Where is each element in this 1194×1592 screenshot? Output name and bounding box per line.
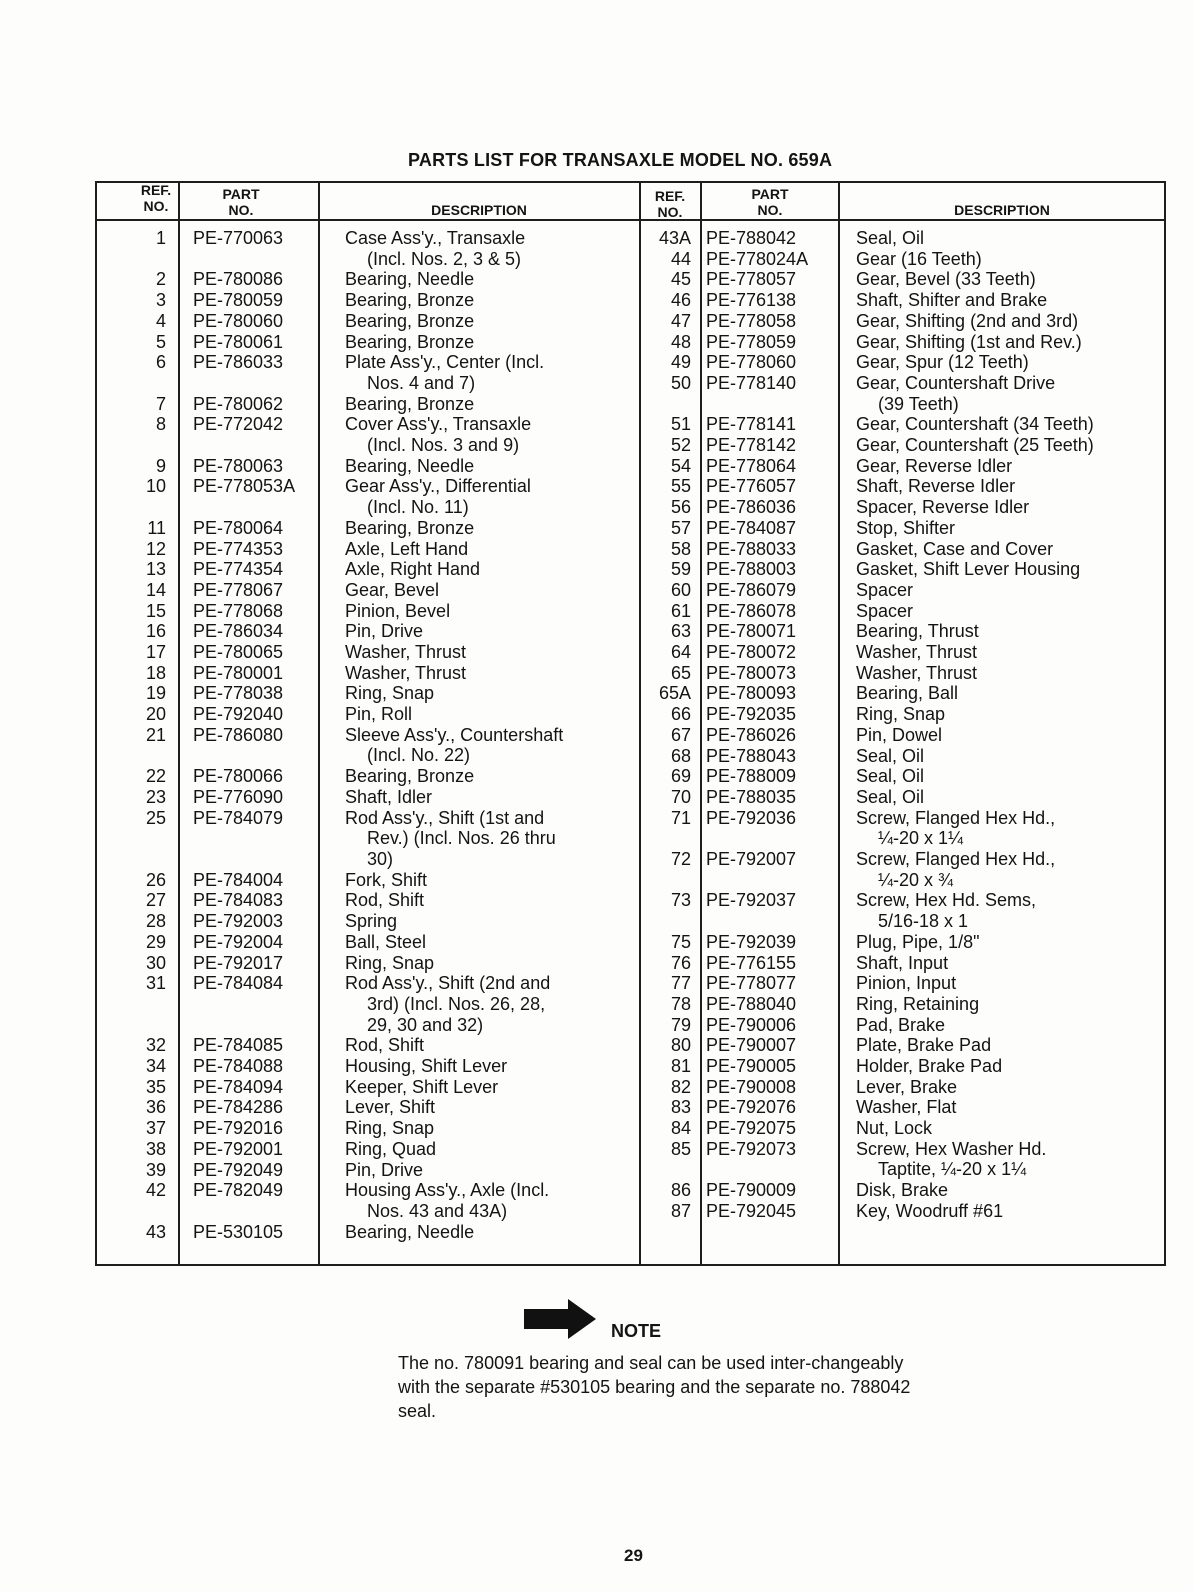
part-number: PE-780086 bbox=[193, 269, 284, 290]
description: Bearing, Bronze bbox=[345, 766, 475, 787]
ref-number: 80 bbox=[670, 1035, 691, 1056]
description: Plug, Pipe, 1/8" bbox=[856, 931, 980, 952]
description: Washer, Flat bbox=[856, 1097, 957, 1118]
part-number: PE-784079 bbox=[193, 807, 284, 828]
ref-number: 56 bbox=[670, 497, 691, 518]
ref-number: 61 bbox=[670, 600, 691, 621]
ref-number: 31 bbox=[145, 973, 166, 994]
header-ref-line1: REF. bbox=[654, 188, 686, 204]
header-part bbox=[196, 186, 286, 218]
part-number: PE-784085 bbox=[193, 1035, 284, 1056]
description-continuation: 5/16-18 x 1 bbox=[878, 911, 969, 932]
description-continuation: Rev.) (Incl. Nos. 26 thru bbox=[367, 828, 556, 849]
header-part-line1: PART bbox=[751, 186, 789, 202]
ref-number: 42 bbox=[145, 1180, 166, 1201]
part-number: PE-786034 bbox=[193, 621, 284, 642]
part-number: PE-788033 bbox=[706, 538, 797, 559]
part-number: PE-780071 bbox=[706, 621, 797, 642]
ref-number: 52 bbox=[670, 435, 691, 455]
part-number: PE-788043 bbox=[706, 745, 797, 766]
description: Ring, Snap bbox=[345, 683, 435, 704]
ref-number: 30 bbox=[145, 952, 166, 973]
description: Seal, Oil bbox=[856, 745, 925, 766]
ref-number: 44 bbox=[670, 248, 691, 269]
description: Cover Ass'y., Transaxle bbox=[345, 414, 532, 435]
description: Rod Ass'y., Shift (2nd and bbox=[345, 973, 551, 994]
header-description-right: DESCRIPTION bbox=[954, 202, 1050, 218]
ref-number: 12 bbox=[145, 538, 166, 559]
part-number: PE-778038 bbox=[193, 683, 284, 704]
part-number: PE-792040 bbox=[193, 704, 284, 725]
description: Gasket, Shift Lever Housing bbox=[856, 559, 1081, 580]
part-number: PE-776138 bbox=[706, 290, 797, 311]
description: Washer, Thrust bbox=[345, 642, 467, 662]
part-number: PE-778024A bbox=[706, 248, 809, 269]
ref-number: 17 bbox=[145, 642, 166, 662]
description: Ring, Snap bbox=[345, 952, 435, 973]
description: Washer, Thrust bbox=[856, 662, 978, 683]
description: Bearing, Thrust bbox=[856, 621, 979, 642]
description: Gear, Countershaft (25 Teeth) bbox=[856, 435, 1094, 455]
part-number: PE-776090 bbox=[193, 786, 284, 807]
part-number: PE-784084 bbox=[193, 973, 284, 994]
part-number: PE-778068 bbox=[193, 600, 284, 621]
part-number: PE-784286 bbox=[193, 1097, 284, 1118]
part-number: PE-778059 bbox=[706, 331, 797, 352]
description: Bearing, Needle bbox=[345, 1221, 475, 1242]
description: Bearing, Bronze bbox=[345, 517, 475, 538]
description: Rod, Shift bbox=[345, 890, 425, 911]
description-continuation: ¼-20 x ¾ bbox=[878, 869, 954, 890]
description: Disk, Brake bbox=[856, 1180, 949, 1201]
description-continuation: 29, 30 and 32) bbox=[367, 1014, 484, 1035]
header-ref-right bbox=[641, 188, 699, 220]
description-continuation: Nos. 43 and 43A) bbox=[367, 1200, 508, 1221]
part-number: PE-530105 bbox=[193, 1221, 284, 1242]
col-divider bbox=[700, 181, 702, 1266]
description: Bearing, Bronze bbox=[345, 331, 475, 352]
part-number: PE-776155 bbox=[706, 952, 797, 973]
ref-number: 32 bbox=[145, 1035, 166, 1056]
description: Pad, Brake bbox=[856, 1014, 946, 1035]
ref-number: 6 bbox=[155, 352, 166, 373]
description: Pin, Drive bbox=[345, 621, 424, 642]
part-number: PE-778077 bbox=[706, 973, 797, 994]
ref-number: 72 bbox=[670, 849, 691, 869]
part-number: PE-792076 bbox=[706, 1097, 797, 1118]
description: Shaft, Idler bbox=[345, 786, 433, 807]
ref-number: 1 bbox=[155, 228, 166, 248]
description: Stop, Shifter bbox=[856, 517, 956, 538]
description: Ring, Snap bbox=[856, 704, 946, 725]
ref-number: 54 bbox=[670, 455, 691, 476]
part-number: PE-780072 bbox=[706, 642, 797, 662]
arrow-right-icon bbox=[524, 1299, 596, 1339]
description: Lever, Brake bbox=[856, 1076, 958, 1097]
ref-number: 19 bbox=[145, 683, 166, 704]
part-number: PE-790008 bbox=[706, 1076, 797, 1097]
description: Seal, Oil bbox=[856, 786, 925, 807]
part-number: PE-790007 bbox=[706, 1035, 797, 1056]
part-number: PE-790006 bbox=[706, 1014, 797, 1035]
part-number: PE-774354 bbox=[193, 559, 284, 580]
part-number: PE-778053A bbox=[193, 476, 296, 497]
note-title: NOTE bbox=[611, 1321, 662, 1341]
part-number: PE-792037 bbox=[706, 890, 797, 911]
description: Pinion, Input bbox=[856, 973, 957, 994]
part-number: PE-788035 bbox=[706, 786, 797, 807]
ref-number: 29 bbox=[145, 931, 166, 952]
ref-number: 28 bbox=[145, 911, 166, 932]
ref-number: 45 bbox=[670, 269, 691, 290]
ref-number: 49 bbox=[670, 352, 691, 373]
description: Screw, Hex Washer Hd. bbox=[856, 1138, 1047, 1159]
part-number: PE-792045 bbox=[706, 1200, 797, 1221]
part-number: PE-786079 bbox=[706, 579, 797, 600]
part-number: PE-784088 bbox=[193, 1056, 284, 1076]
part-number: PE-780001 bbox=[193, 662, 284, 683]
ref-number: 69 bbox=[670, 766, 691, 787]
ref-number: 36 bbox=[145, 1097, 166, 1118]
ref-number: 82 bbox=[670, 1076, 691, 1097]
part-number: PE-792035 bbox=[706, 704, 797, 725]
part-number: PE-788003 bbox=[706, 559, 797, 580]
description: Shaft, Reverse Idler bbox=[856, 476, 1016, 497]
description: Plate Ass'y., Center (Incl. bbox=[345, 352, 545, 373]
col-divider bbox=[838, 181, 840, 1266]
ref-number: 48 bbox=[670, 331, 691, 352]
description: Gear, Countershaft Drive bbox=[856, 372, 1056, 393]
ref-number: 77 bbox=[670, 973, 691, 994]
ref-number: 79 bbox=[670, 1014, 691, 1035]
ref-number: 67 bbox=[670, 724, 691, 745]
header-divider bbox=[95, 219, 1166, 221]
part-number: PE-786036 bbox=[706, 497, 797, 518]
col-divider bbox=[178, 181, 180, 1266]
ref-number: 25 bbox=[145, 807, 166, 828]
ref-number: 68 bbox=[670, 745, 691, 766]
description: Sleeve Ass'y., Countershaft bbox=[345, 724, 564, 745]
ref-number: 35 bbox=[145, 1076, 166, 1097]
description: Ball, Steel bbox=[345, 931, 427, 952]
ref-number: 78 bbox=[670, 993, 691, 1014]
part-number: PE-778057 bbox=[706, 269, 797, 290]
header-part-line2: NO. bbox=[228, 202, 254, 218]
header-part-line2: NO. bbox=[757, 202, 783, 218]
part-number: PE-786080 bbox=[193, 724, 284, 745]
ref-number: 57 bbox=[670, 517, 691, 538]
ref-number: 51 bbox=[670, 414, 691, 435]
description: Spacer bbox=[856, 579, 914, 600]
ref-number: 65 bbox=[670, 662, 691, 683]
part-number: PE-792039 bbox=[706, 931, 797, 952]
part-number: PE-786078 bbox=[706, 600, 797, 621]
ref-number: 18 bbox=[145, 662, 166, 683]
ref-number: 4 bbox=[155, 310, 166, 331]
part-number: PE-782049 bbox=[193, 1180, 284, 1201]
description: Pin, Roll bbox=[345, 704, 413, 725]
description: Rod Ass'y., Shift (1st and bbox=[345, 807, 545, 828]
description: Seal, Oil bbox=[856, 766, 925, 787]
header-part-line1: PART bbox=[222, 186, 260, 202]
part-number: PE-778142 bbox=[706, 435, 797, 455]
ref-number: 2 bbox=[155, 269, 166, 290]
ref-number: 58 bbox=[670, 538, 691, 559]
description: Gear, Reverse Idler bbox=[856, 455, 1013, 476]
description: Plate, Brake Pad bbox=[856, 1035, 992, 1056]
header-ref bbox=[135, 182, 177, 214]
ref-number: 15 bbox=[145, 600, 166, 621]
part-number: PE-780062 bbox=[193, 393, 284, 414]
description-continuation: (39 Teeth) bbox=[878, 393, 959, 414]
part-number: PE-778064 bbox=[706, 455, 797, 476]
part-number: PE-780064 bbox=[193, 517, 284, 538]
ref-number: 75 bbox=[670, 931, 691, 952]
ref-number: 63 bbox=[670, 621, 691, 642]
part-number: PE-774353 bbox=[193, 538, 284, 559]
part-number: PE-780065 bbox=[193, 642, 284, 662]
description: Housing, Shift Lever bbox=[345, 1056, 508, 1076]
part-number: PE-792017 bbox=[193, 952, 284, 973]
ref-number: 21 bbox=[145, 724, 166, 745]
ref-number: 27 bbox=[145, 890, 166, 911]
description: Housing Ass'y., Axle (Incl. bbox=[345, 1180, 550, 1201]
ref-number: 60 bbox=[670, 579, 691, 600]
ref-number: 14 bbox=[145, 579, 166, 600]
part-number: PE-778060 bbox=[706, 352, 797, 373]
description: Bearing, Needle bbox=[345, 269, 475, 290]
part-number: PE-786033 bbox=[193, 352, 284, 373]
ref-number: 85 bbox=[670, 1138, 691, 1159]
description: Shaft, Shifter and Brake bbox=[856, 290, 1048, 311]
ref-number: 55 bbox=[670, 476, 691, 497]
description: Spacer bbox=[856, 600, 914, 621]
description: Pin, Dowel bbox=[856, 724, 943, 745]
description: Case Ass'y., Transaxle bbox=[345, 228, 526, 248]
description: Gear, Shifting (1st and Rev.) bbox=[856, 331, 1082, 352]
ref-number: 59 bbox=[670, 559, 691, 580]
ref-number: 64 bbox=[670, 642, 691, 662]
ref-number: 10 bbox=[145, 476, 166, 497]
part-number: PE-788040 bbox=[706, 993, 797, 1014]
ref-number: 20 bbox=[145, 704, 166, 725]
description: Gear Ass'y., Differential bbox=[345, 476, 531, 497]
part-number: PE-780060 bbox=[193, 310, 284, 331]
description: Pinion, Bevel bbox=[345, 600, 451, 621]
ref-number: 73 bbox=[670, 890, 691, 911]
part-number: PE-784094 bbox=[193, 1076, 284, 1097]
part-number: PE-778058 bbox=[706, 310, 797, 331]
part-number: PE-770063 bbox=[193, 228, 284, 248]
ref-number: 9 bbox=[155, 455, 166, 476]
part-number: PE-778140 bbox=[706, 372, 797, 393]
ref-number: 34 bbox=[145, 1056, 166, 1076]
description: Nut, Lock bbox=[856, 1118, 933, 1139]
header-part-right bbox=[715, 186, 825, 218]
ref-number: 16 bbox=[145, 621, 166, 642]
part-number: PE-786026 bbox=[706, 724, 797, 745]
page-title: PARTS LIST FOR TRANSAXLE MODEL NO. 659A bbox=[408, 150, 833, 170]
part-number: PE-780066 bbox=[193, 766, 284, 787]
part-number: PE-790005 bbox=[706, 1056, 797, 1076]
ref-number: 3 bbox=[155, 290, 166, 311]
ref-number: 11 bbox=[147, 517, 166, 538]
part-number: PE-792001 bbox=[193, 1138, 284, 1159]
description: Keeper, Shift Lever bbox=[345, 1076, 499, 1097]
ref-number: 66 bbox=[670, 704, 691, 725]
part-number: PE-778141 bbox=[706, 414, 797, 435]
ref-number: 76 bbox=[670, 952, 691, 973]
ref-number: 84 bbox=[670, 1118, 691, 1139]
part-number: PE-776057 bbox=[706, 476, 797, 497]
description: Washer, Thrust bbox=[856, 642, 978, 662]
description: Ring, Snap bbox=[345, 1118, 435, 1139]
ref-number: 37 bbox=[145, 1118, 166, 1139]
description: Spacer, Reverse Idler bbox=[856, 497, 1030, 518]
part-number: PE-792075 bbox=[706, 1118, 797, 1139]
col-divider bbox=[318, 181, 320, 1266]
description: Pin, Drive bbox=[345, 1159, 424, 1180]
ref-number: 47 bbox=[670, 310, 691, 331]
ref-number: 22 bbox=[145, 766, 166, 787]
description: Key, Woodruff #61 bbox=[856, 1200, 1004, 1221]
description: Fork, Shift bbox=[345, 869, 428, 890]
description: Bearing, Bronze bbox=[345, 310, 475, 331]
description: Gear, Shifting (2nd and 3rd) bbox=[856, 310, 1079, 331]
page-number: 29 bbox=[624, 1546, 643, 1565]
description-continuation: 3rd) (Incl. Nos. 26, 28, bbox=[367, 993, 546, 1014]
ref-number: 65A bbox=[658, 683, 691, 704]
part-number: PE-788042 bbox=[706, 228, 797, 248]
part-number: PE-790009 bbox=[706, 1180, 797, 1201]
description: Bearing, Bronze bbox=[345, 393, 475, 414]
ref-number: 71 bbox=[670, 807, 691, 828]
description: Spring bbox=[345, 911, 398, 932]
ref-number: 38 bbox=[145, 1138, 166, 1159]
description: Rod, Shift bbox=[345, 1035, 425, 1056]
description: Screw, Hex Hd. Sems, bbox=[856, 890, 1037, 911]
description: Gear, Bevel (33 Teeth) bbox=[856, 269, 1036, 290]
part-number: PE-780059 bbox=[193, 290, 284, 311]
ref-number: 86 bbox=[670, 1180, 691, 1201]
ref-number: 46 bbox=[670, 290, 691, 311]
ref-number: 23 bbox=[145, 786, 166, 807]
header-ref-line1: REF. bbox=[140, 182, 172, 198]
ref-number: 81 bbox=[670, 1056, 691, 1076]
part-number: PE-792003 bbox=[193, 911, 284, 932]
ref-number: 87 bbox=[670, 1200, 691, 1221]
ref-number: 70 bbox=[670, 786, 691, 807]
part-number: PE-788009 bbox=[706, 766, 797, 787]
description: Holder, Brake Pad bbox=[856, 1056, 1003, 1076]
header-ref-line2: NO. bbox=[143, 198, 169, 214]
note-text: The no. 780091 bearing and seal can be used inter-changeably with the separate #530105 bearing and the separate no. 788042 seal. bbox=[398, 1353, 911, 1421]
part-number: PE-792007 bbox=[706, 849, 797, 869]
ref-number: 50 bbox=[670, 372, 691, 393]
ref-number: 83 bbox=[670, 1097, 691, 1118]
ref-number: 26 bbox=[145, 869, 166, 890]
description: Gear, Spur (12 Teeth) bbox=[856, 352, 1029, 373]
part-number: PE-792049 bbox=[193, 1159, 284, 1180]
part-number: PE-780073 bbox=[706, 662, 797, 683]
description-continuation: (Incl. Nos. 3 and 9) bbox=[367, 434, 520, 455]
description: Gear (16 Teeth) bbox=[856, 248, 982, 269]
description: Bearing, Needle bbox=[345, 455, 475, 476]
part-number: PE-792036 bbox=[706, 807, 797, 828]
part-number: PE-792004 bbox=[193, 931, 284, 952]
part-number: PE-784083 bbox=[193, 890, 284, 911]
description: Ring, Retaining bbox=[856, 993, 980, 1014]
ref-number: 43 bbox=[145, 1221, 166, 1242]
ref-number: 7 bbox=[155, 393, 166, 414]
part-number: PE-780061 bbox=[193, 331, 284, 352]
ref-number: 5 bbox=[155, 331, 166, 352]
ref-number: 39 bbox=[145, 1159, 166, 1180]
description-continuation: Taptite, ¼-20 x 1¼ bbox=[878, 1159, 1027, 1180]
description: Axle, Right Hand bbox=[345, 559, 481, 580]
description-continuation: (Incl. No. 22) bbox=[367, 745, 471, 766]
description: Screw, Flanged Hex Hd., bbox=[856, 849, 1056, 869]
description: Ring, Quad bbox=[345, 1138, 437, 1159]
part-number: PE-772042 bbox=[193, 414, 284, 435]
description: Gear, Countershaft (34 Teeth) bbox=[856, 414, 1094, 435]
part-number: PE-780093 bbox=[706, 683, 797, 704]
description-continuation: (Incl. No. 11) bbox=[367, 497, 469, 518]
part-number: PE-784004 bbox=[193, 869, 284, 890]
description: Seal, Oil bbox=[856, 228, 925, 248]
description: Axle, Left Hand bbox=[345, 538, 469, 559]
ref-number: 8 bbox=[155, 414, 166, 435]
part-number: PE-778067 bbox=[193, 579, 284, 600]
part-number: PE-780063 bbox=[193, 455, 284, 476]
part-number: PE-784087 bbox=[706, 517, 797, 538]
description-continuation: ¼-20 x 1¼ bbox=[878, 828, 964, 849]
description: Gear, Bevel bbox=[345, 579, 440, 600]
description-continuation: 30) bbox=[367, 848, 394, 869]
header-description: DESCRIPTION bbox=[431, 202, 527, 218]
part-number: PE-792016 bbox=[193, 1118, 284, 1139]
part-number: PE-792073 bbox=[706, 1138, 797, 1159]
description-continuation: (Incl. Nos. 2, 3 & 5) bbox=[367, 248, 522, 269]
ref-number: 43A bbox=[658, 228, 691, 248]
ref-number: 13 bbox=[145, 559, 166, 580]
description: Lever, Shift bbox=[345, 1097, 436, 1118]
description: Washer, Thrust bbox=[345, 662, 467, 683]
description: Shaft, Input bbox=[856, 952, 949, 973]
description: Bearing, Bronze bbox=[345, 290, 475, 311]
header-ref-line2: NO. bbox=[657, 204, 683, 220]
description: Bearing, Ball bbox=[856, 683, 959, 704]
description-continuation: Nos. 4 and 7) bbox=[367, 372, 476, 393]
description: Screw, Flanged Hex Hd., bbox=[856, 807, 1056, 828]
description: Gasket, Case and Cover bbox=[856, 538, 1054, 559]
